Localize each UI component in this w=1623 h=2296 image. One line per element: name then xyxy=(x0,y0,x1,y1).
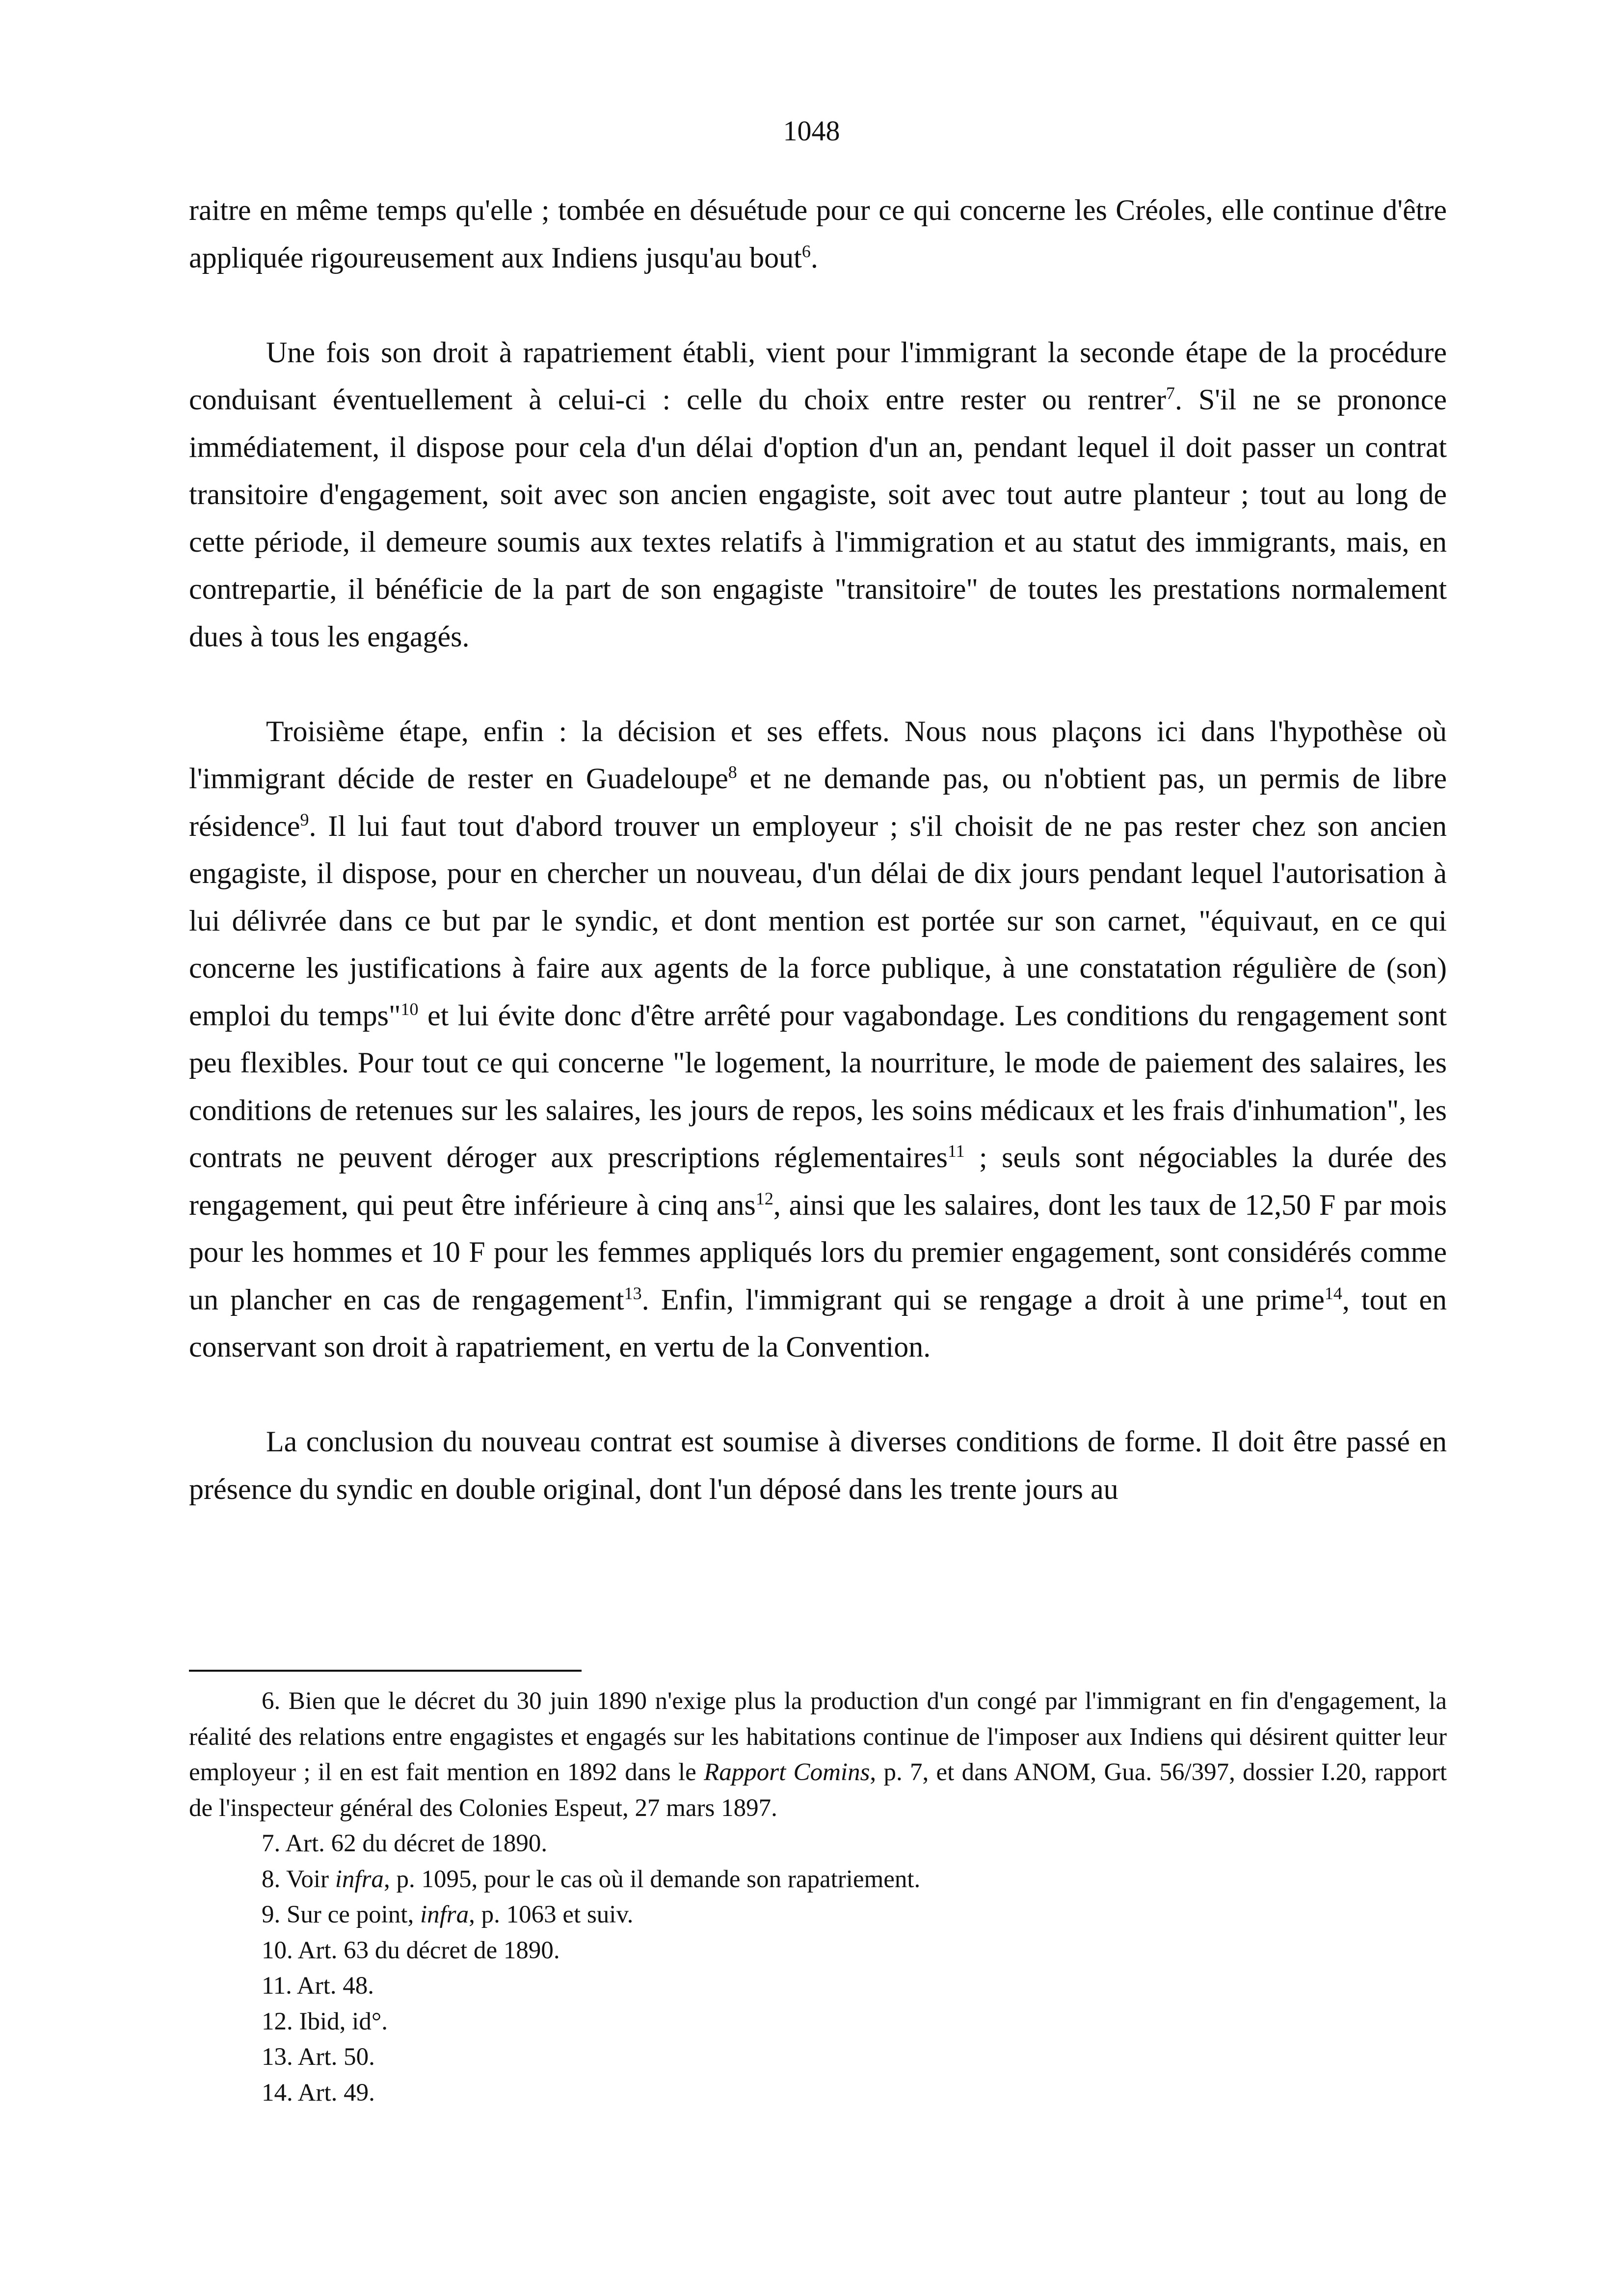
footnote-6 xyxy=(189,1683,1447,1826)
footnote-9-text-b: , p. 1063 et suiv. xyxy=(469,1901,634,1928)
paragraph-1-text: raitre en même temps qu'elle ; tombée en désuétude pour ce qui concerne les Créoles, elle continue d'être appliquée rigoureusement aux Indiens jusqu'au bout xyxy=(189,194,1447,274)
footnote-ref-9[interactable]: 9 xyxy=(300,809,309,829)
footnote-14: 14. Art. 49. xyxy=(262,2079,375,2107)
footnotes xyxy=(189,1683,1447,2110)
footnote-9 xyxy=(189,1897,1447,1933)
paragraph-2-text-a: Une fois son droit à rapatriement établi, vient pour l'immigrant la seconde étape de la procédure conduisant éventuellement à celui-ci : celle du choix entre rester ou rentrer xyxy=(189,336,1447,416)
footnote-8 xyxy=(189,1862,1447,1897)
paragraph-1-end: . xyxy=(810,241,818,274)
footnote-13: 13. Art. 50. xyxy=(262,2043,375,2071)
footnote-ref-6[interactable]: 6 xyxy=(801,241,811,261)
body-text xyxy=(189,187,1447,1513)
footnote-divider xyxy=(189,1670,582,1672)
footnote-ref-7[interactable]: 7 xyxy=(1166,383,1175,403)
paragraph-3-text-b: et ne demande pas, ou n'obtient pas, un permis de libre résidence xyxy=(189,762,1447,842)
footnote-12: 12. Ibid, id°. xyxy=(262,2007,388,2035)
footnote-8-text-a: 8. Voir xyxy=(262,1865,335,1893)
footnote-ref-10[interactable]: 10 xyxy=(400,999,419,1019)
footnote-11: 11. Art. 48. xyxy=(262,1972,374,2000)
footnote-6-italic: Rapport Comins xyxy=(704,1759,870,1786)
footnote-7: 7. Art. 62 du décret de 1890. xyxy=(262,1830,548,1857)
footnote-ref-14[interactable]: 14 xyxy=(1324,1283,1342,1303)
paragraph-3-text-d: et lui évite donc d'être arrêté pour vagabondage. Les conditions du rengagement sont peu flexibles. Pour tout ce qui concerne "le logement, la nourriture, le mode de paiement des salaires, les conditions de retenues sur les salaires, les jours de repos, les soins médicaux et les frais d'inhumation", les contrats ne peuvent déroger aux prescriptions réglementaires xyxy=(189,999,1447,1174)
footnote-ref-13[interactable]: 13 xyxy=(624,1283,642,1303)
paragraph-3 xyxy=(189,708,1447,1371)
paragraph-3-text-a: Troisième étape, enfin : la décision et ses effets. Nous nous plaçons ici dans l'hypothèse où l'immigrant décide de rester en Guadeloupe xyxy=(189,715,1447,795)
paragraph-3-text-g: . Enfin, l'immigrant qui se rengage a droit à une prime xyxy=(641,1283,1325,1316)
paragraph-3-text-h: , tout en conservant son droit à rapatriement, en vertu de la Convention. xyxy=(189,1283,1447,1363)
footnote-8-italic: infra xyxy=(335,1865,384,1893)
footnote-ref-8[interactable]: 8 xyxy=(728,762,737,782)
paragraph-4 xyxy=(189,1418,1447,1513)
paragraph-2-text-b: . S'il ne se prononce immédiatement, il dispose pour cela d'un délai d'option d'un an, pendant lequel il doit passer un contrat transitoire d'engagement, soit avec son ancien engagiste, soit avec tout autre planteur ; tout au long de cette période, il demeure soumis aux textes relatifs à l'immigration et au statut des immigrants, mais, en contrepartie, il bénéficie de la part de son engagiste "transitoire" de toutes les prestations normalement dues à tous les engagés. xyxy=(189,383,1447,653)
paragraph-3-text-e: ; seuls sont négociables la durée des rengagement, qui peut être inférieure à cinq ans xyxy=(189,1141,1447,1221)
footnote-6-text-b: , p. 7, et dans ANOM, Gua. 56/397, dossier I.20, rapport de l'inspecteur général des Colonies Espeut, 27 mars 1897. xyxy=(189,1759,1447,1822)
footnote-10: 10. Art. 63 du décret de 1890. xyxy=(262,1936,560,1964)
footnote-ref-11[interactable]: 11 xyxy=(947,1141,965,1161)
paragraph-3-text-c: . Il lui faut tout d'abord trouver un employeur ; s'il choisit de ne pas rester chez son ancien engagiste, il dispose, pour en chercher un nouveau, d'un délai de dix jours pendant lequel l'autorisation à lui délivrée dans ce but par le syndic, et dont mention est portée sur son carnet, "équivaut, en ce qui concerne les justifications à faire aux agents de la force publique, à une constatation régulière de (son) emploi du temps" xyxy=(189,809,1447,1032)
footnote-6-text-a: 6. Bien que le décret du 30 juin 1890 n'exige plus la production d'un congé par l'immigrant en fin d'engagement, la réalité des relations entre engagistes et engagés sur les habitations continue de l'imposer aux Indiens qui désirent quitter leur employeur ; il en est fait mention en 1892 dans le xyxy=(189,1687,1447,1786)
footnote-8-text-b: , p. 1095, pour le cas où il demande son rapatriement. xyxy=(383,1865,921,1893)
page-number: 1048 xyxy=(783,115,840,147)
paragraph-3-text-f: , ainsi que les salaires, dont les taux de 12,50 F par mois pour les hommes et 10 F pour les femmes appliqués lors du premier engagement, sont considérés comme un plancher en cas de rengagement xyxy=(189,1188,1447,1316)
footnote-9-text-a: 9. Sur ce point, xyxy=(262,1901,420,1928)
paragraph-2 xyxy=(189,329,1447,661)
paragraph-4-text: La conclusion du nouveau contrat est soumise à diverses conditions de forme. Il doit être passé en présence du syndic en double original, dont l'un déposé dans les trente jours au xyxy=(189,1425,1447,1505)
footnote-ref-12[interactable]: 12 xyxy=(755,1188,773,1208)
footnote-9-italic: infra xyxy=(420,1901,469,1928)
paragraph-1 xyxy=(189,187,1447,281)
